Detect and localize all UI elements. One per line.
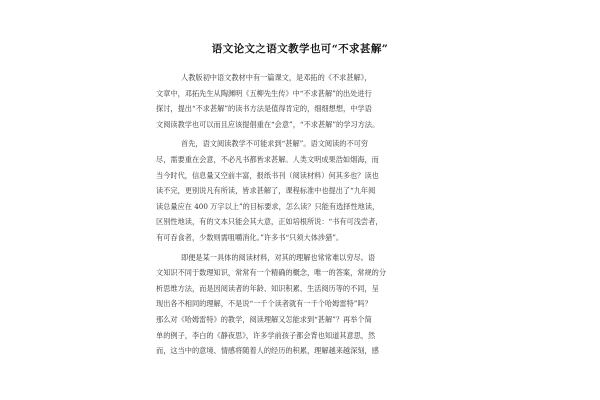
text-line: 读总量应在 400 万字以上”的目标要求，怎么读？只能有选择性地读， — [156, 201, 380, 211]
text-line: 析思维方法，而是因阅读者的年龄、知识积累、生活阅历等的不同，呈 — [156, 283, 379, 293]
text-line: 有可吞食者，少数则需咀嚼消化。”许多书“只须大体涉猎”。 — [156, 232, 344, 242]
text-line: 即便是某一具体的阅读材料，对其的理解也常常难以穷尽。语 — [181, 252, 376, 262]
paragraph — [156, 136, 456, 245]
text-line: 文章中，邓拓先生从陶渊明《五柳先生传》中“不求甚解”的出处进行 — [156, 88, 372, 98]
text-line: 尽，需要重在会意，不必凡书都皆求甚解。人类文明成果浩如烟海，而 — [156, 154, 379, 164]
text-line: 当今时代，信息量又空前丰富，报纸书刊（阅读材料）何其多也？读也 — [156, 170, 379, 180]
text-line: 单的例子，李白的《静夜思》，许多学前孩子都会背也知道其意思，然 — [156, 330, 376, 340]
text-line: 人教版初中语文教材中有一篇课文，是邓拓的《不求甚解》， — [181, 73, 372, 82]
document-title: 语文论文之语文教学也可“不求甚解” — [211, 43, 389, 55]
text-line: 现出各不相同的理解，不是说“一千个读者就有一千个哈姆雷特”吗？ — [156, 299, 372, 309]
text-line: 探讨，提出“不求甚解”的读书方法是值得肯定的，细细想想，中学语 — [156, 104, 372, 114]
text-line: 那么对《哈姆雷特》的教学，阅读理解又怎能求到“甚解”？再举个简 — [156, 314, 372, 324]
text-line: 文知识不同于数理知识，常常有一个精确的概念，唯一的答案，常规的分 — [156, 268, 387, 278]
document-body — [156, 70, 456, 359]
paragraph — [156, 70, 456, 132]
text-line: 而，这当中的意境、情感将随着人的经历的积累，理解越来越深刻，感 — [156, 346, 379, 356]
text-line: 文阅读教学也可以而且应该提倡重在“会意”，“不求甚解”的学习方法。 — [156, 119, 380, 129]
paragraph — [156, 250, 456, 359]
text-line: 区别性地读，有的文本只能会其大意，正如培根所说：“书有可浅尝者， — [156, 217, 383, 227]
text-line: 读不完，更别说凡有所读，皆求甚解了，课程标准中也提出了“九年阅 — [156, 186, 376, 196]
text-line: 首先，语文阅读教学不可能求到“甚解”。语文阅读的不可穷 — [181, 139, 369, 149]
